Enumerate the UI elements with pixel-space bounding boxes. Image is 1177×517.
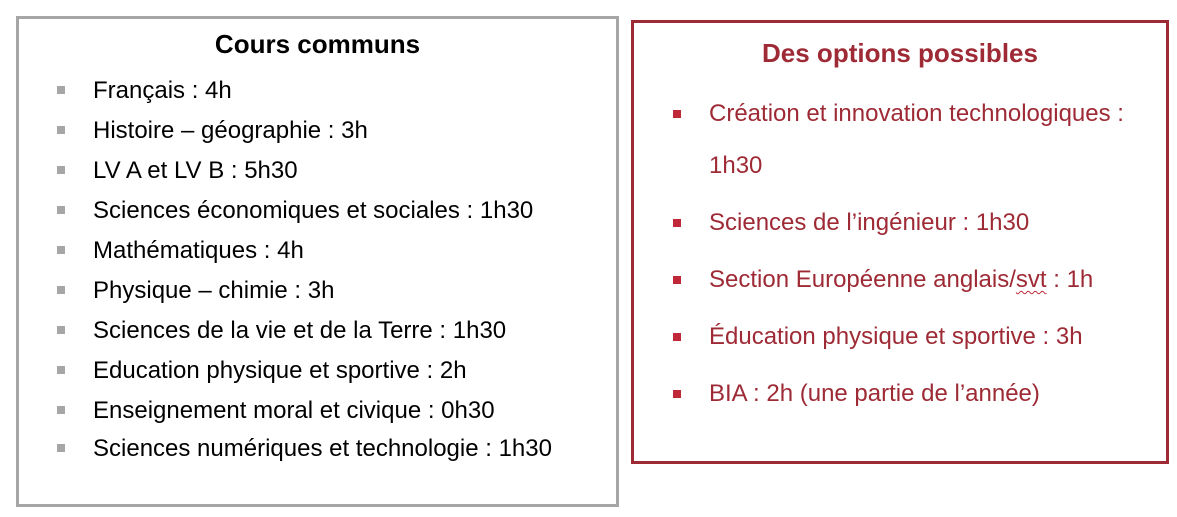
list-item: Sciences économiques et sociales : 1h30 xyxy=(19,191,619,231)
square-bullet-icon xyxy=(57,286,65,294)
common-courses-title: Cours communs xyxy=(214,29,421,59)
list-item: Sciences de l’ingénieur : 1h30 xyxy=(634,197,1169,249)
list-item: Enseignement moral et civique : 0h30 xyxy=(19,391,619,431)
square-bullet-icon xyxy=(673,276,681,284)
common-courses-list xyxy=(19,71,619,467)
list-item: Français : 4h xyxy=(19,71,619,111)
list-item: Création et innovation technologiques : 1h30 xyxy=(634,88,1169,192)
list-item: Education physique et sportive : 2h xyxy=(19,351,619,391)
list-item: Mathématiques : 4h xyxy=(19,231,619,271)
optional-courses-panel xyxy=(631,20,1169,464)
square-bullet-icon xyxy=(57,126,65,134)
optional-courses-list xyxy=(634,88,1169,425)
list-item: Physique – chimie : 3h xyxy=(19,271,619,311)
square-bullet-icon xyxy=(673,390,681,398)
list-item: Section Européenne anglais/svt : 1h xyxy=(634,254,1169,306)
list-item: Sciences de la vie et de la Terre : 1h30 xyxy=(19,311,619,351)
square-bullet-icon xyxy=(57,206,65,214)
square-bullet-icon xyxy=(57,166,65,174)
list-item: Sciences numériques et technologie : 1h30 xyxy=(19,431,619,467)
optional-courses-title: Des options possibles xyxy=(762,38,1038,68)
square-bullet-icon xyxy=(57,406,65,414)
list-item: BIA : 2h (une partie de l’année) xyxy=(634,368,1169,420)
list-item: Éducation physique et sportive : 3h xyxy=(634,311,1169,363)
common-courses-panel xyxy=(16,16,619,507)
list-item: Histoire – géographie : 3h xyxy=(19,111,619,151)
square-bullet-icon xyxy=(673,110,681,118)
square-bullet-icon xyxy=(57,366,65,374)
square-bullet-icon xyxy=(57,86,65,94)
square-bullet-icon xyxy=(57,246,65,254)
square-bullet-icon xyxy=(57,444,65,452)
square-bullet-icon xyxy=(673,333,681,341)
list-item: LV A et LV B : 5h30 xyxy=(19,151,619,191)
square-bullet-icon xyxy=(57,326,65,334)
square-bullet-icon xyxy=(673,219,681,227)
